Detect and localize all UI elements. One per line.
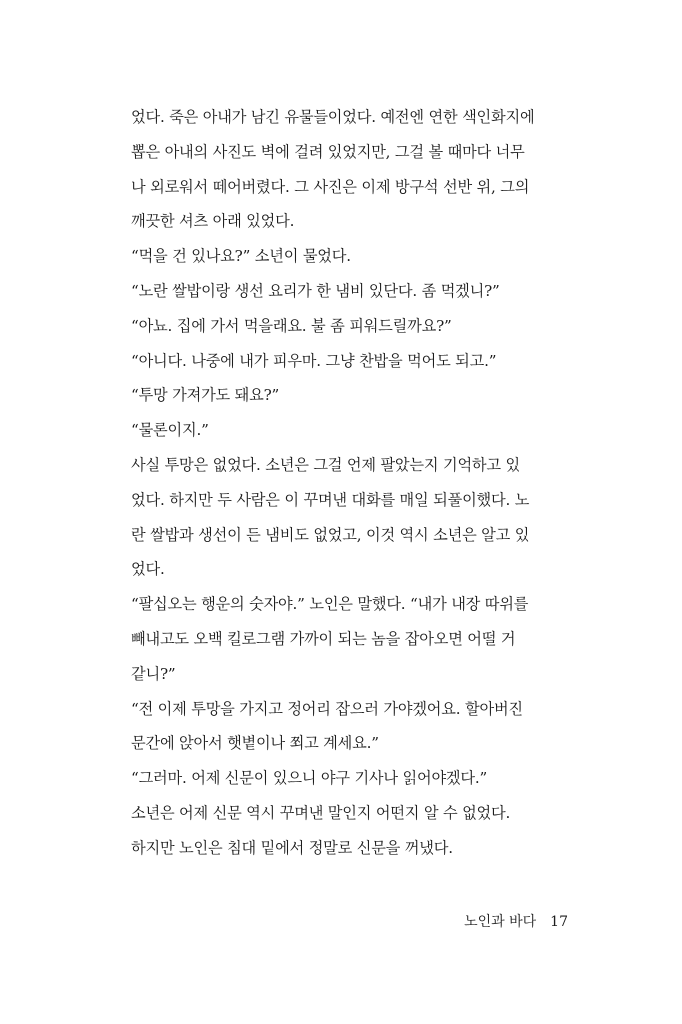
text-line: 깨끗한 셔츠 아래 있었다. bbox=[131, 212, 295, 231]
text-line: “노란 쌀밥이랑 생선 요리가 한 냄비 있단다. 좀 먹겠니?” bbox=[131, 281, 500, 300]
text-line: 란 쌀밥과 생선이 든 냄비도 없었고, 이것 역시 소년은 알고 있 bbox=[131, 525, 530, 544]
text-line: 소년은 어제 신문 역시 꾸며낸 말인지 어떤지 알 수 없었다. bbox=[131, 803, 511, 822]
text-line: “전 이제 투망을 가지고 정어리 잡으러 가야겠어요. 할아버진 bbox=[131, 699, 523, 718]
text-line: 나 외로워서 떼어버렸다. 그 사진은 이제 방구석 선반 위, 그의 bbox=[131, 177, 530, 196]
text-line: 었다. bbox=[131, 560, 165, 579]
text-line: “먹을 건 있나요?” 소년이 물었다. bbox=[131, 247, 351, 266]
text-line: “아뇨. 집에 가서 먹을래요. 불 좀 피워드릴까요?” bbox=[131, 316, 452, 335]
text-line: “아니다. 나중에 내가 피우마. 그냥 찬밥을 먹어도 되고.” bbox=[131, 351, 497, 370]
text-line: 빼내고도 오백 킬로그램 가까이 되는 놈을 잡아오면 어떨 거 bbox=[131, 629, 516, 648]
text-line: “그러마. 어제 신문이 있으니 야구 기사나 읽어야겠다.” bbox=[131, 769, 488, 788]
page-number: 17 bbox=[550, 914, 568, 930]
text-line: 사실 투망은 없었다. 소년은 그걸 언제 팔았는지 기억하고 있 bbox=[131, 455, 520, 474]
text-line: “투망 가져가도 돼요?” bbox=[131, 386, 280, 405]
running-title: 노인과 바다 bbox=[464, 914, 537, 930]
text-line: 문간에 앉아서 햇볕이나 쬐고 계세요.” bbox=[131, 734, 379, 753]
text-line: “팔십오는 행운의 숫자야.” 노인은 말했다. “내가 내장 따위를 bbox=[131, 595, 529, 614]
text-line: 하지만 노인은 침대 밑에서 정말로 신문을 꺼냈다. bbox=[131, 838, 453, 857]
text-line: 뽑은 아내의 사진도 벽에 걸려 있었지만, 그걸 볼 때마다 너무 bbox=[131, 142, 525, 161]
text-line: 같니?” bbox=[131, 664, 176, 683]
text-line: 었다. 하지만 두 사람은 이 꾸며낸 대화를 매일 되풀이했다. 노 bbox=[131, 490, 530, 509]
text-line: “물론이지.” bbox=[131, 421, 209, 440]
body-text bbox=[131, 100, 579, 866]
page-footer bbox=[464, 911, 568, 931]
text-line: 었다. 죽은 아내가 남긴 유물들이었다. 예전엔 연한 색인화지에 bbox=[131, 108, 535, 126]
